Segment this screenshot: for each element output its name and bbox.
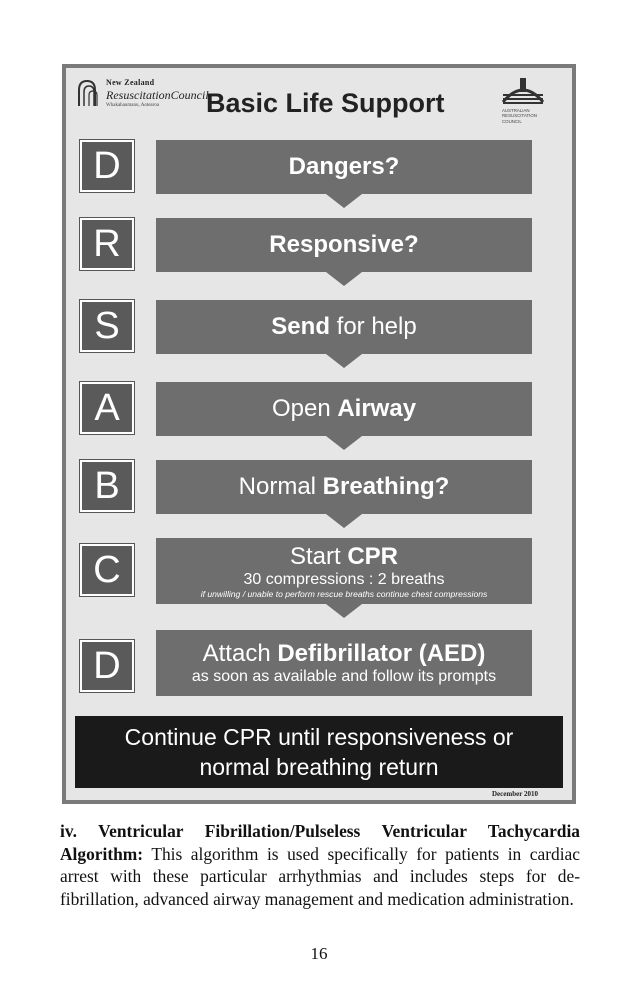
- step-cpr-plain: Start: [289, 542, 348, 570]
- page-number: 16: [310, 944, 328, 963]
- step-airway-plain: Open: [271, 395, 338, 422]
- arc-sunrise-icon: [500, 76, 546, 108]
- step-open-airway: [156, 382, 532, 436]
- step-letter-b: B: [80, 460, 134, 512]
- step-attach-defibrillator: [156, 630, 532, 696]
- step-letter-a: A: [80, 382, 134, 434]
- step-responsive-bold: Responsive?: [269, 231, 419, 258]
- arc-logo: [496, 76, 552, 130]
- step-responsive: [156, 218, 532, 272]
- step-send-for-help: [156, 300, 532, 354]
- arrow-down-icon: [326, 194, 362, 208]
- step-dangers: [156, 140, 532, 194]
- bls-poster: [62, 64, 576, 804]
- arrow-down-icon: [326, 436, 362, 450]
- step-cpr-note: if unwilling / unable to perform rescue breaths continue chest compressions: [200, 588, 488, 599]
- caption-paragraph: [60, 820, 580, 910]
- step-breathing-plain: Normal: [238, 473, 323, 500]
- nzrc-name-line3: Whakahaumanu, Aotearoa: [106, 103, 160, 108]
- nzrc-name-line1: New Zealand: [106, 78, 155, 87]
- poster-title: Basic Life Support: [206, 88, 445, 118]
- step-cpr-ratio: 30 compressions : 2 breaths: [243, 570, 445, 588]
- step-letter-s: S: [80, 300, 134, 352]
- step-aed-bold: Defibrillator (AED): [277, 640, 486, 667]
- caption-heading: iv. Ventricular Fibrillation/Pulseless Ventricular Tachycardia Algorithm:: [60, 821, 580, 864]
- step-letter-c: C: [80, 544, 134, 596]
- step-start-cpr: [156, 538, 532, 604]
- step-cpr-bold: CPR: [347, 542, 399, 570]
- step-send-plain: for help: [329, 313, 417, 340]
- step-letter-r: R: [80, 218, 134, 270]
- continue-cpr-line2: normal breathing return: [199, 754, 439, 780]
- arrow-down-icon: [326, 272, 362, 286]
- arrow-down-icon: [326, 354, 362, 368]
- step-aed-plain: Attach: [202, 640, 278, 667]
- arc-name: AUSTRALIAN RESUSCITATION COUNCIL: [502, 108, 537, 124]
- nzrc-arches-icon: [76, 78, 106, 108]
- nzrc-name-line2: ResuscitationCouncil: [106, 88, 209, 102]
- arrow-down-icon: [326, 604, 362, 618]
- continue-cpr-line1: Continue CPR until responsiveness or: [124, 724, 514, 750]
- step-breathing-bold: Breathing?: [322, 473, 450, 500]
- caption-body: This algorithm is used specifically for patients in cardiac arrest with these particular arrhythmias and includes steps for de-fibrillation, advanced airway management and medication administration.: [60, 843, 580, 909]
- step-letter-d2: D: [80, 640, 134, 692]
- step-normal-breathing: [156, 460, 532, 514]
- step-letter-d: D: [80, 140, 134, 192]
- poster-date: December 2010: [492, 790, 538, 798]
- step-dangers-bold: Dangers?: [288, 153, 400, 180]
- step-airway-bold: Airway: [337, 395, 417, 422]
- step-aed-sub: as soon as available and follow its prompts: [191, 668, 497, 685]
- continue-cpr-banner: [75, 716, 563, 788]
- step-send-bold: Send: [271, 313, 330, 340]
- arrow-down-icon: [326, 514, 362, 528]
- nzrc-logo: [76, 74, 209, 112]
